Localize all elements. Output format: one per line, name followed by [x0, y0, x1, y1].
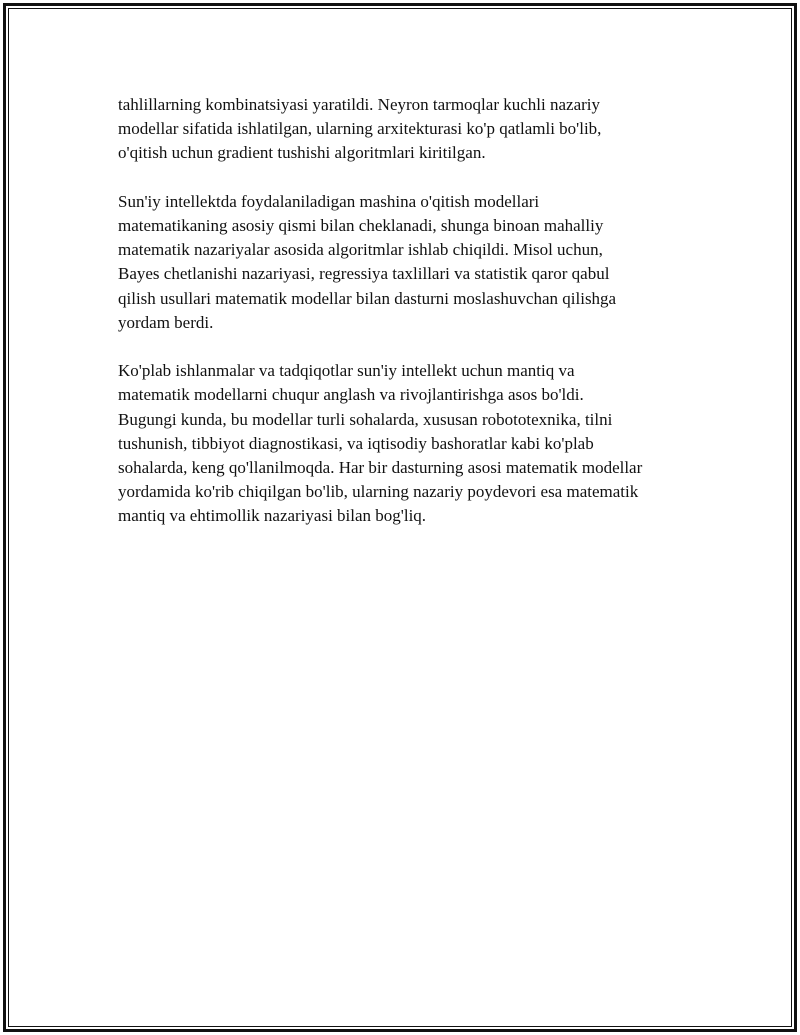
paragraph-2: Sun'iy intellektda foydalaniladigan mashina o'qitish modellari matematikaning asosiy qismi bilan cheklanadi, shunga binoan mahalliy matematik nazariyalar asosida algoritmlar ishlab chiqildi. Misol uchun, Bayes chetlanishi nazariyasi, regressiya taxlillari va statistik qaror qabul qilish usullari matematik modellar bilan dasturni moslashuvchan qilishga yordam berdi. [118, 191, 617, 332]
paragraph-1: tahlillarning kombinatsiyasi yaratildi. Neyron tarmoqlar kuchli nazariy modellar sifatida ishlatilgan, ularning arxitekturasi ko'p qatlamli bo'lib, o'qitish uchun gradient tushishi algoritmlari kiritilgan. [118, 95, 602, 163]
document-body [118, 93, 698, 553]
paragraph-3: Ko'plab ishlanmalar va tadqiqotlar sun'iy intellekt uchun mantiq va matematik modellarni chuqur anglash va rivojlantirishga asos bo'ldi. Bugungi kunda, bu modellar turli sohalarda, xususan robototexnika, tilni tushunish, tibbiyot diagnostikasi, va iqtisodiy bashoratlar kabi ko'plab sohalarda, keng qo'llanilmoqda. Har bir dasturning asosi matematik modellar yordamida ko'rib chiqilgan bo'lib, ularning nazariy poydevori esa matematik mantiq va ehtimollik nazariyasi bilan bog'liq. [118, 361, 643, 526]
